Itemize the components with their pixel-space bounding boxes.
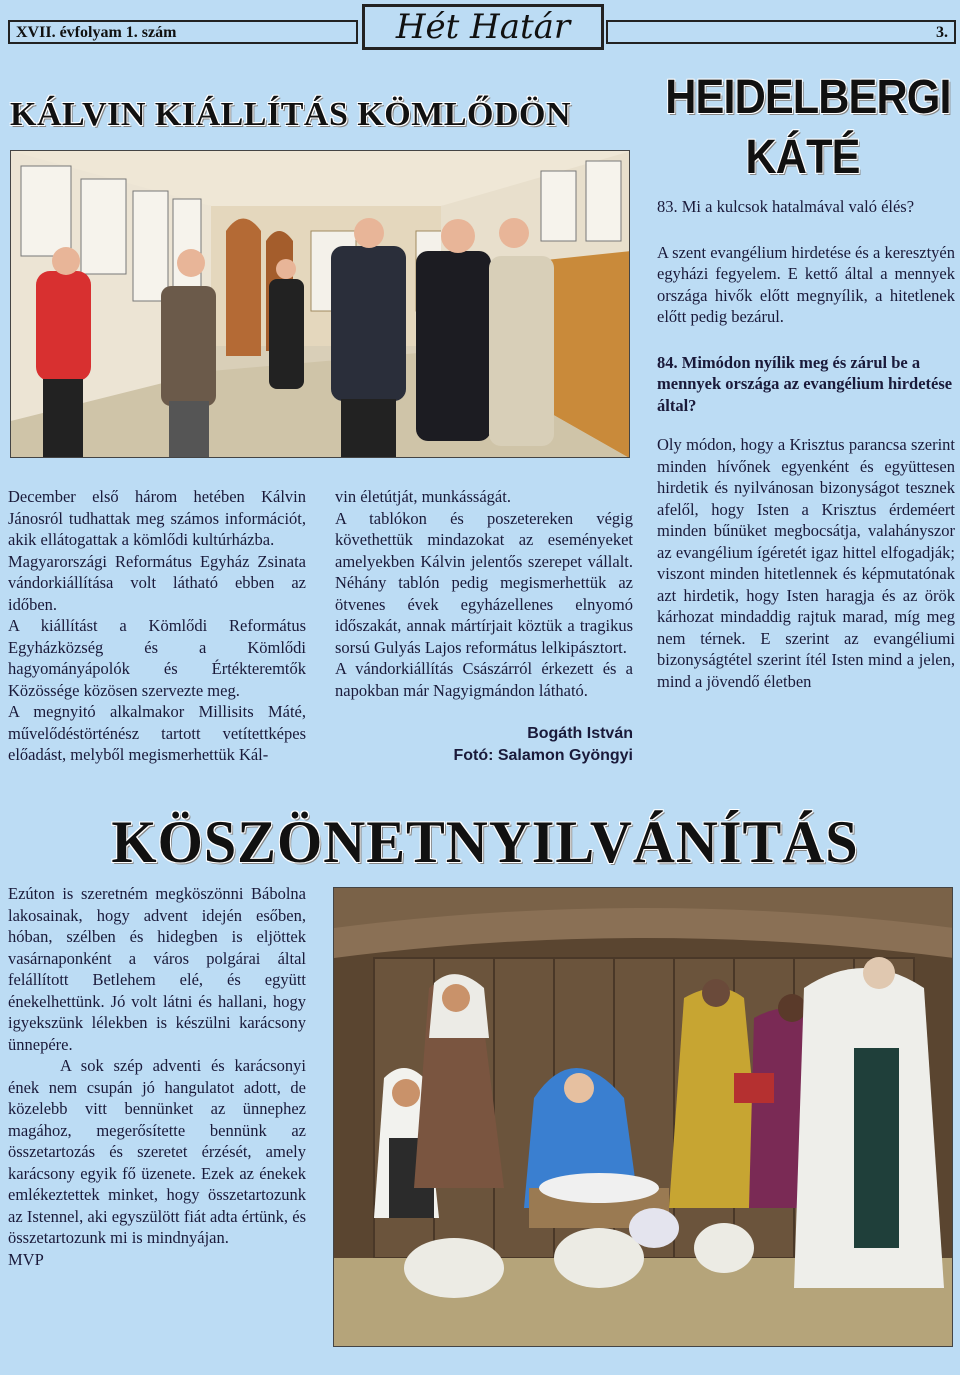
nativity-photo [333, 887, 953, 1347]
signature: MVP [8, 1249, 44, 1269]
paragraph: A megnyitó alkalmakor Millisits Máté, művelődéstörténész tartott vetítettképes előadást, melyből megismerhettük Kál- [8, 702, 306, 764]
paragraph: December első három hetében Kálvin Jánosról tudhattak meg számos információt, akik ellátogattak a kömlődi kultúrházba. [8, 487, 306, 549]
photo-credit: Fotó: Salamon Gyöngyi [453, 747, 633, 764]
exhibition-photo [10, 150, 630, 458]
thanks-text [8, 883, 306, 1270]
answer-83: A szent evangélium hirdetése és a keresztyén egyházi fegyelem. E kettő által a mennyek országa hivők előtt megnyílik, a hitetlenek előtt pedig bezárul. [657, 242, 955, 326]
kalvin-article-column-2 [335, 486, 633, 767]
kalvin-headline: KÁLVIN KIÁLLÍTÁS KÖMLŐDÖN [10, 96, 572, 133]
answer-84: Oly módon, hogy a Krisztus parancsa szerint minden hívőnek egyenként és együttesen hirdetik és nyilvánosan bizonyságot tesznek afelől, hogy Isten a Krisztus érdeméert minden bűnüket megbocsátja, valahányszor az evangélium ígéretét igaz hittel elfogadják; viszont minden hitetlennek és képmutatónak azt hirdetik, hogy Isten haragja és az örök kárhozat mindaddig rajtuk marad, míg meg nem térnek. E szerint az evangéliumi bizonyságtétel szerint ítél Isten mind a jelen, mind a jövendő életben [657, 435, 955, 691]
question-84: 84. Mimódon nyílik meg és zárul be a mennyek országa az evangélium hirdetése által? [657, 352, 953, 415]
kate-headline [665, 68, 951, 189]
masthead-title: Hét Határ [362, 4, 604, 50]
paragraph: A tablókon és poszetereken végig követhettük mindazokat az eseményeket amelyekben Kálvin jelentős szerepet vállalt. Néhány tablón pedig megismerhettük az ötvenes évek egyházellenes elnyomó időszakát, annak mártírjait köztük a tragikus sorsú Gulyás Lajos református lelkipásztort. [335, 508, 633, 657]
kate-text [657, 196, 955, 692]
paragraph: Ezúton is szeretném megköszönni Bábolna lakosainak, hogy advent idején esőben, hóban, szélben és hidegben is eljöttek vasárnaponként a város polgárai által felállított Betlehem elé, és együtt énekelhettünk. Jó volt látni és hallani, hogy igyekszünk lélekben is készülni karácsony ünnepére. [8, 884, 306, 1054]
kalvin-article-column-1 [8, 486, 306, 766]
question-83: 83. Mi a kulcsok hatalmával való élés? [657, 197, 915, 216]
kate-headline-line2: KÁTÉ [745, 131, 860, 185]
kate-headline-line1: HEIDELBERGI [665, 71, 951, 124]
issue-label: XVII. évfolyam 1. szám [8, 20, 358, 44]
paragraph: Magyarországi Református Egyház Zsinata vándorkiállítása volt látható ebben az időben. [8, 551, 306, 614]
paragraph: vin életútját, munkásságát. [335, 487, 511, 506]
thanks-headline: KÖSZÖNETNYILVÁNÍTÁS [111, 809, 859, 875]
paragraph: A sok szép adventi és karácsonyi ének nem csupán jó hangulatot adott, de közelebb vitt bennünket az ünnephez magához, megerősítette bennünk az összetartozás és szeretet érzését, amely karácsony egyik fő üzenete. Ezek az énekek emlékeztettek minket, hogy összetartozunk az Istennel, aki egyszülött fiát adta értünk, és összetartozunk mi is mindnyájan. [8, 1056, 306, 1247]
author-name: Bogáth István [527, 725, 633, 742]
page-number: 3. [606, 20, 956, 44]
paragraph: A vándorkiállítás Császárról érkezett és a napokban már Nagyigmándon látható. [335, 659, 633, 700]
paragraph: A kiállítást a Kömlődi Református Egyházközség és a Kömlődi hagyományápolók és Értékteremtők Közössége közösen szervezte meg. [8, 616, 306, 700]
